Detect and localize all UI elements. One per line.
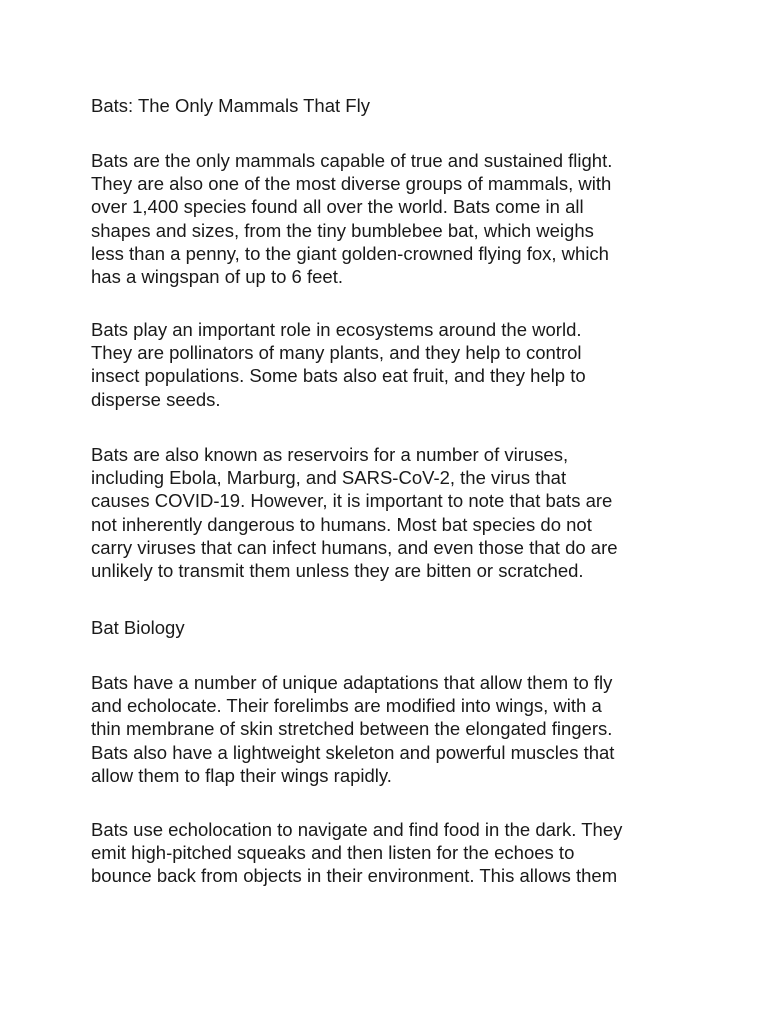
- text-line: carry viruses that can infect humans, and even those that do are: [91, 536, 618, 558]
- text-line: unlikely to transmit them unless they are bitten or scratched.: [91, 559, 584, 581]
- text-line: Bats: The Only Mammals That Fly: [91, 95, 370, 116]
- text-line: Bats are the only mammals capable of true and sustained flight.: [91, 150, 613, 171]
- paragraph-ecosystems: [91, 318, 691, 411]
- text-line: shapes and sizes, from the tiny bumblebee bat, which weighs: [91, 219, 594, 241]
- text-line: has a wingspan of up to 6 feet.: [91, 265, 343, 287]
- text-line: and echolocate. Their forelimbs are modified into wings, with a: [91, 695, 602, 717]
- paragraph-echolocation: [91, 818, 691, 888]
- text-line: They are pollinators of many plants, and they help to control: [91, 342, 582, 364]
- text-line: disperse seeds.: [91, 388, 221, 410]
- text-line: Bats are also known as reservoirs for a number of viruses,: [91, 444, 569, 465]
- text-line: less than a penny, to the giant golden-crowned flying fox, which: [91, 242, 609, 264]
- text-line: causes COVID-19. However, it is important to note that bats are: [91, 490, 613, 512]
- text-line: bounce back from objects in their environment. This allows them: [91, 865, 618, 887]
- text-line: emit high-pitched squeaks and then listen for the echoes to: [91, 842, 575, 864]
- section-heading-biology: [91, 616, 691, 639]
- paragraph-adaptations: [91, 671, 691, 787]
- text-line: Bats use echolocation to navigate and find food in the dark. They: [91, 819, 623, 840]
- text-line: insect populations. Some bats also eat fruit, and they help to: [91, 365, 586, 387]
- text-line: including Ebola, Marburg, and SARS-CoV-2, the virus that: [91, 467, 567, 489]
- text-line: Bats have a number of unique adaptations that allow them to fly: [91, 672, 613, 693]
- text-line: thin membrane of skin stretched between the elongated fingers.: [91, 718, 613, 740]
- paragraph-intro: [91, 149, 691, 288]
- text-line: Bats play an important role in ecosystems around the world.: [91, 319, 582, 340]
- title-heading: [91, 94, 691, 117]
- text-line: Bats also have a lightweight skeleton and powerful muscles that: [91, 741, 615, 763]
- text-line: over 1,400 species found all over the world. Bats come in all: [91, 196, 584, 218]
- text-line: allow them to flap their wings rapidly.: [91, 764, 392, 786]
- text-line: Bat Biology: [91, 617, 185, 638]
- text-line: They are also one of the most diverse groups of mammals, with: [91, 173, 612, 195]
- paragraph-viruses: [91, 443, 691, 582]
- text-line: not inherently dangerous to humans. Most bat species do not: [91, 513, 592, 535]
